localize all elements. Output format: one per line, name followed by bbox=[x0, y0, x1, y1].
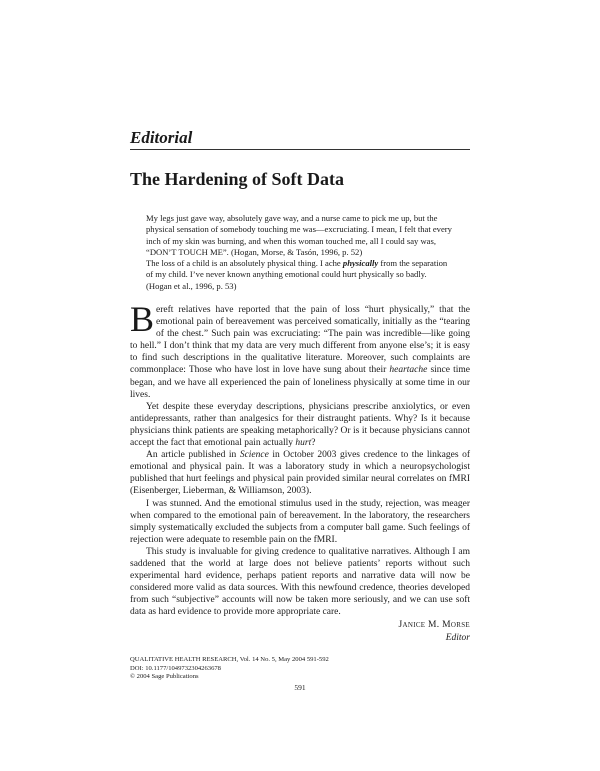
footer-copyright: © 2004 Sage Publications bbox=[130, 673, 199, 681]
drop-cap: B bbox=[130, 299, 155, 339]
page-number: 591 bbox=[294, 683, 306, 692]
epigraph-1: My legs just gave way, absolutely gave way, and a nurse came to pick me up, but the physical sensation of somebody touching me was—excruciating. I mean, I felt that every inch of my skin was burning, and when this woman touched me, all I could say was, “DON’T TOUCH ME”. (Hogan, Morse, & Tasón, 1996, p. 52) bbox=[146, 213, 452, 257]
signature-block bbox=[399, 619, 471, 644]
header-rule bbox=[130, 149, 470, 150]
paragraph-3-text-b: in October 2003 gives credence to the linkages of emotional and physical pain. It was a laboratory study in which a neuropsychologist published that hurt feelings and physical pain provided similar neural correlates on fMRI (Eisenberger, Lieberman, & Williamson, 2003). bbox=[130, 450, 470, 497]
article-body bbox=[130, 299, 470, 618]
epigraph-2-emphasis: physically bbox=[342, 258, 379, 268]
paragraph-3-text-a: An article published in bbox=[146, 450, 240, 461]
paragraph-2-text-a: Yet despite these everyday descriptions, physicians prescribe anxiolytics, or even antidepressants, rather than analgesics for their distraught patients. Why? Is it because physicians think patients are speaking metaphorically? Or is it because physicians cannot accept the fact that emotional pain actually bbox=[130, 401, 470, 449]
paragraph-1-text-a: ereft relatives have reported that the pain of loss “hurt physically,” that the emotional pain of bereavement was perceived somatically, initially as the “tearing of the chest.” Such pain was excruciating: “The pain was incredible—like going to hell.” I don’t think that my data are very much different from anyone else’s; it is easy to find such descriptions in the qualitative literature. Moreover, such complaints are commonplace: Those who have lost in love have sung about their bbox=[130, 305, 470, 376]
paragraph-1-emphasis: heartache bbox=[389, 365, 428, 376]
footer-citation bbox=[130, 656, 329, 682]
footer-doi: DOI: 10.1177/1049732304263678 bbox=[130, 664, 221, 672]
article-title: The Hardening of Soft Data bbox=[130, 169, 345, 189]
paragraph-5: This study is invaluable for giving credence to qualitative narratives. Although I am saddened that the world at large does not believe patients’ reports without such experimental hard evidence, perhaps patient reports and narrative data will now be considered more valid as data sources. With this newfound credence, theories developed from such “subjective” accounts will now be taken more seriously, and we can use soft data as hard evidence to provide more appropriate care. bbox=[130, 546, 470, 618]
epigraph-2-after: from the separation of my child. I’ve never known anything emotional could hurt physically so badly. (Hogan et al., 1996, p. 53) bbox=[146, 258, 448, 291]
paragraph-2-emphasis: hurt bbox=[295, 438, 312, 449]
paragraph-3 bbox=[130, 449, 470, 497]
epigraph-2 bbox=[146, 258, 454, 292]
paragraph-1 bbox=[130, 299, 470, 401]
paragraph-3-emphasis: Science bbox=[239, 450, 269, 461]
paragraph-2 bbox=[130, 401, 470, 449]
footer-journal: QUALITATIVE HEALTH RESEARCH, Vol. 14 No. 5, May 2004 591-592 bbox=[130, 656, 329, 663]
paragraph-4: I was stunned. And the emotional stimulus used in the study, rejection, was meager when compared to the emotional pain of bereavement. In the laboratory, the researchers simply systematically excluded the subjects from a computer ball game. Such feelings of rejection were adequate to resemble pain on the fMRI. bbox=[130, 498, 470, 545]
paragraph-2-text-b: ? bbox=[311, 438, 316, 449]
epigraph-2-before: The loss of a child is an absolutely physical thing. I ache bbox=[146, 258, 343, 268]
section-label: Editorial bbox=[130, 128, 193, 147]
author-name: Janice M. Morse bbox=[398, 620, 470, 630]
author-role: Editor bbox=[445, 632, 470, 643]
paragraph-1-text-b: since time began, and we have all experienced the pain of loneliness physically at some time in our lives. bbox=[130, 365, 470, 400]
